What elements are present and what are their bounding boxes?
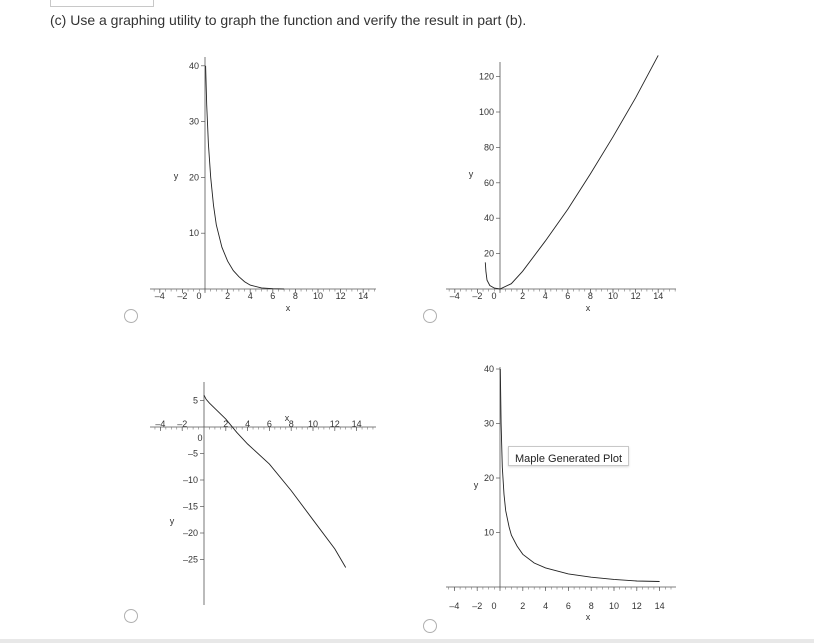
- y-tick-label: 60: [483, 177, 494, 188]
- option-d-plot: [446, 364, 676, 622]
- x-tick-label: 2: [520, 601, 526, 611]
- option-d-radio[interactable]: [423, 619, 437, 633]
- x-tick-label: –4: [449, 601, 460, 611]
- x-tick-label: 4: [543, 601, 549, 611]
- x-tick-label: 4: [245, 419, 251, 429]
- y-tick-label: –5: [187, 448, 198, 459]
- y-tick-label: 40: [188, 60, 199, 71]
- x-tick-label: 0: [491, 291, 497, 301]
- x-tick-label: 6: [565, 291, 571, 301]
- x-tick-label: 8: [587, 291, 593, 301]
- x-tick-label: 4: [247, 291, 253, 301]
- x-axis-label: x: [284, 413, 290, 423]
- y-tick-label: –25: [182, 554, 198, 565]
- y-tick-label: –15: [182, 501, 198, 512]
- bottom-strip: [0, 639, 814, 643]
- x-tick-label: –2: [472, 291, 483, 301]
- x-tick-label: 14: [654, 601, 665, 611]
- y-tick-label: 100: [478, 107, 494, 117]
- option-c-plot: [150, 382, 376, 605]
- x-tick-label: 8: [288, 419, 294, 429]
- x-axis-label: x: [285, 303, 291, 313]
- question-text: (c) Use a graphing utility to graph the function and verify the result in part (b).: [50, 12, 527, 28]
- x-axis-label: x: [585, 612, 591, 622]
- x-tick-label: 8: [588, 601, 594, 611]
- x-tick-label: 0: [196, 291, 202, 301]
- option-c-radio[interactable]: [124, 609, 138, 623]
- x-tick-label: 12: [631, 601, 642, 611]
- x-tick-label: 2: [520, 291, 526, 301]
- x-tick-label: 2: [225, 291, 231, 301]
- function-curve: [206, 66, 285, 289]
- function-curve: [485, 55, 658, 289]
- y-tick-label: –10: [182, 475, 198, 485]
- function-curve: [500, 369, 659, 582]
- y-tick-label: 30: [483, 418, 494, 429]
- x-tick-label: 0: [491, 601, 497, 611]
- x-tick-label: –2: [472, 601, 483, 611]
- x-tick-label: 12: [630, 291, 641, 301]
- x-tick-label: 2: [223, 419, 229, 429]
- y-axis-label: y: [473, 480, 479, 490]
- option-b-plot: [446, 55, 676, 313]
- y-tick-label: 10: [188, 228, 199, 239]
- option-a-plot: [150, 57, 376, 313]
- x-tick-label: 6: [266, 419, 272, 429]
- maple-tooltip: Maple Generated Plot: [508, 446, 629, 466]
- option-b-radio[interactable]: [423, 309, 437, 323]
- x-tick-label: 14: [653, 291, 664, 301]
- x-tick-label: 10: [607, 291, 619, 301]
- y-tick-label: 80: [483, 142, 494, 153]
- x-tick-label: –4: [155, 419, 166, 429]
- y-axis-label: y: [468, 169, 474, 179]
- x-tick-label: –2: [177, 291, 188, 301]
- x-tick-label: 10: [312, 291, 324, 301]
- y-tick-label: 20: [483, 248, 494, 259]
- y-tick-label: 40: [483, 213, 494, 224]
- x-tick-label: 8: [292, 291, 298, 301]
- x-tick-label: 14: [358, 291, 369, 301]
- x-tick-label: 4: [542, 291, 548, 301]
- x-tick-label: 12: [335, 291, 346, 301]
- x-tick-label: –4: [449, 291, 460, 301]
- x-tick-label: 10: [608, 601, 620, 611]
- y-tick-label: 0: [197, 433, 203, 443]
- x-tick-label: 6: [565, 601, 571, 611]
- y-tick-label: 20: [483, 473, 494, 483]
- x-tick-label: 10: [307, 419, 319, 429]
- y-axis-label: y: [173, 171, 179, 181]
- x-tick-label: 12: [329, 419, 340, 429]
- y-tick-label: 10: [483, 527, 494, 538]
- x-tick-label: –4: [154, 291, 165, 301]
- y-tick-label: –20: [182, 528, 198, 538]
- y-tick-label: 5: [192, 395, 198, 406]
- x-tick-label: 14: [351, 419, 362, 429]
- x-axis-label: x: [585, 303, 591, 313]
- y-axis-label: y: [169, 516, 175, 526]
- y-tick-label: 120: [478, 71, 494, 82]
- y-tick-label: 20: [188, 172, 199, 183]
- y-tick-label: 40: [483, 364, 494, 374]
- x-tick-label: –2: [177, 419, 188, 429]
- x-tick-label: 6: [270, 291, 276, 301]
- y-tick-label: 30: [188, 116, 199, 127]
- option-a-radio[interactable]: [124, 309, 138, 323]
